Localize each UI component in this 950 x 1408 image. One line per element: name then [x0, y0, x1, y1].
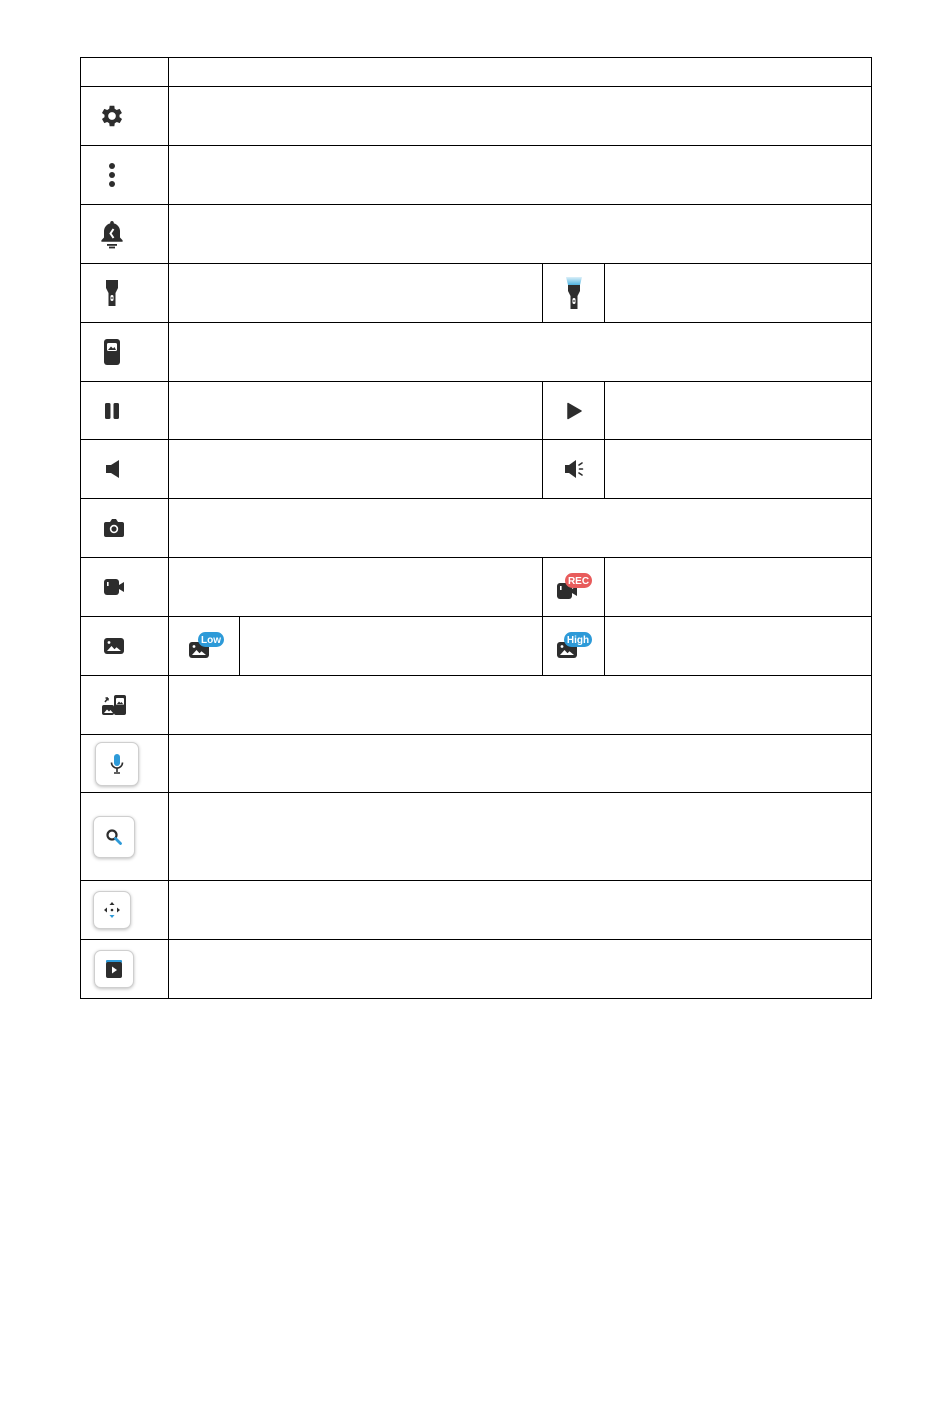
description-cell	[168, 205, 871, 263]
icon-cell	[81, 558, 168, 616]
icon-cell	[81, 499, 168, 557]
table-row-flashlight	[81, 264, 872, 323]
alt-icon-cell	[542, 617, 604, 675]
alt-icon-cell	[542, 440, 604, 498]
table-row-snapshot	[81, 499, 872, 558]
description-cell	[168, 87, 871, 145]
table-row-screen	[81, 323, 872, 382]
image-high-icon	[555, 631, 593, 661]
icon-cell	[81, 264, 168, 322]
gear-icon	[98, 102, 126, 130]
table-row-alarm	[81, 205, 872, 264]
search-icon	[105, 828, 123, 846]
low-badge-label: Low	[201, 635, 221, 647]
image-icon	[103, 637, 125, 655]
microphone-icon	[110, 753, 124, 775]
alt-description-cell	[604, 558, 871, 616]
alt-icon-cell	[542, 264, 604, 322]
pause-icon	[104, 402, 120, 420]
pan-button[interactable]	[93, 891, 131, 929]
video-icon	[103, 578, 125, 596]
phone-image-icon	[103, 338, 121, 366]
description-cell	[239, 617, 542, 675]
alt-description-cell	[604, 440, 871, 498]
description-cell	[168, 146, 871, 204]
icon-cell	[81, 205, 168, 263]
alt-description-cell	[604, 382, 871, 439]
alt-description-cell	[604, 264, 871, 322]
icon-cell	[81, 881, 168, 939]
table-row-more-options	[81, 146, 872, 205]
header-cell-description	[168, 58, 871, 86]
play-icon	[566, 402, 582, 420]
table-row-record	[81, 558, 872, 617]
icon-cell	[81, 440, 168, 498]
search-button[interactable]	[93, 816, 135, 858]
description-cell	[168, 940, 871, 998]
description-cell	[168, 440, 542, 498]
table-row-playback	[81, 382, 872, 440]
description-cell	[168, 323, 871, 381]
bell-icon	[99, 219, 125, 249]
description-cell	[168, 793, 871, 880]
more-vert-icon	[107, 162, 117, 188]
icon-cell	[81, 146, 168, 204]
alt-icon-cell	[542, 558, 604, 616]
image-low-icon	[187, 631, 225, 661]
icon-cell	[81, 617, 168, 675]
microphone-button[interactable]	[95, 742, 139, 786]
icon-cell	[81, 323, 168, 381]
icon-cell	[81, 793, 168, 880]
flashlight-off-icon	[104, 278, 120, 308]
description-cell	[168, 264, 542, 322]
icon-cell	[81, 735, 168, 792]
icon-cell	[81, 382, 168, 439]
alt-description-cell	[604, 617, 871, 675]
speaker-muted-icon	[105, 459, 123, 479]
icon-cell	[81, 676, 168, 734]
table-row-pan	[81, 881, 872, 940]
icon-reference-table	[80, 57, 872, 999]
high-badge-label: High	[566, 635, 590, 647]
low-icon-cell	[168, 617, 239, 675]
icon-cell	[81, 940, 168, 998]
table-row-video-player	[81, 940, 872, 999]
description-cell	[168, 676, 871, 734]
table-row-speaker	[81, 440, 872, 499]
flashlight-on-icon	[565, 275, 583, 311]
video-rec-icon	[555, 572, 593, 602]
description-cell	[168, 382, 542, 439]
header-cell-icon	[81, 58, 168, 86]
description-cell	[168, 499, 871, 557]
video-player-button[interactable]	[94, 950, 134, 988]
table-row-microphone	[81, 735, 872, 793]
table-row-settings	[81, 87, 872, 146]
description-cell	[168, 735, 871, 792]
table-row-search	[81, 793, 872, 881]
gallery-icon	[101, 693, 127, 717]
move-arrows-icon	[103, 901, 121, 919]
speaker-on-icon	[564, 459, 584, 479]
rec-badge-label: REC	[567, 576, 590, 588]
camera-icon	[103, 518, 125, 538]
description-cell	[168, 881, 871, 939]
table-row-quality	[81, 617, 872, 676]
description-cell	[168, 558, 542, 616]
video-player-icon	[105, 959, 123, 979]
icon-cell	[81, 87, 168, 145]
table-header-row	[81, 58, 872, 87]
table-row-gallery	[81, 676, 872, 735]
alt-icon-cell	[542, 382, 604, 439]
